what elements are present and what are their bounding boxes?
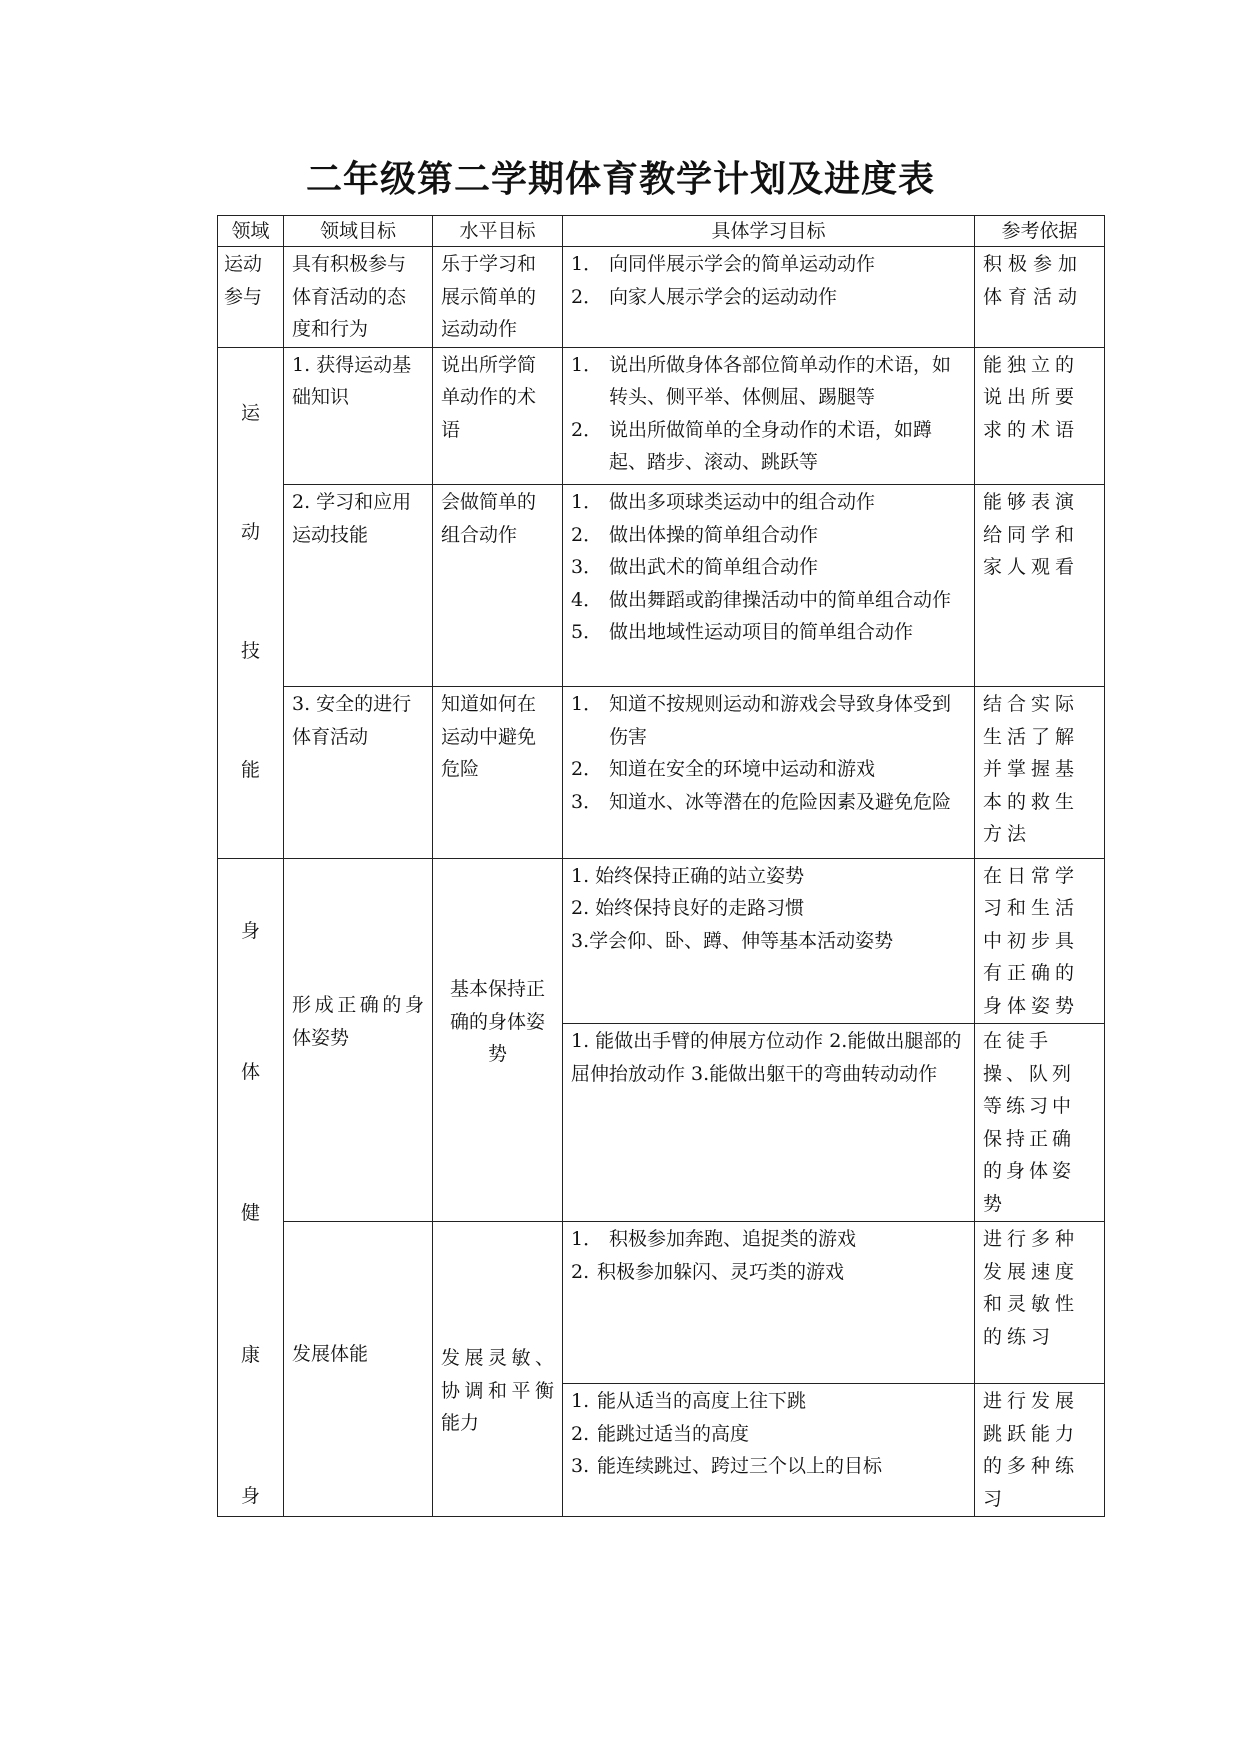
- skills-goal-2: 2. 学习和应用运动技能: [284, 485, 433, 687]
- header-domain: 领域: [218, 216, 284, 247]
- list-item: 2. 积极参加躲闪、灵巧类的游戏: [571, 1260, 845, 1283]
- page-title: 二年级第二学期体育教学计划及进度表: [305, 159, 935, 200]
- list-item: 5． 做出地域性运动项目的简单组合动作: [571, 621, 914, 644]
- skills-basis-3: 结合实际生活了解并掌握基本的救生方法: [975, 687, 1105, 858]
- posture-items-2: 1. 能做出手臂的伸展方位动作 2.能做出腿部的屈伸抬放动作 3.能做出躯干的弯曲转动动作: [563, 1024, 975, 1222]
- skills-row-2: [218, 485, 1105, 687]
- skills-basis-2: 能够表演给同学和家人观看: [975, 485, 1105, 687]
- skills-level-1: 说出所学简单动作的术语: [433, 347, 563, 485]
- posture-basis-1: 在日常学习和生活中初步具有正确的身体姿势: [975, 858, 1105, 1024]
- list-item: 2． 向家人展示学会的运动动作: [571, 285, 838, 308]
- skills-basis-1: 能独立的说出所要求的术语: [975, 347, 1105, 485]
- list-item: 2． 做出体操的简单组合动作: [571, 523, 819, 546]
- posture-items-1: [563, 858, 975, 1024]
- list-item: 3． 知道水、冰等潜在的危险因素及避免危险: [571, 790, 952, 813]
- participation-row: [218, 247, 1105, 348]
- participation-items: [563, 247, 975, 348]
- list-item: 3. 能连续跳过、跨过三个以上的目标: [571, 1455, 883, 1477]
- skills-row-3: [218, 687, 1105, 858]
- participation-level: 乐于学习和展示简单的运动动作: [433, 247, 563, 348]
- health-row-1: [218, 858, 1105, 1024]
- header-learning-goal: 具体学习目标: [563, 216, 975, 247]
- posture-level: 基本保持正确的身体姿势: [433, 858, 563, 1222]
- participation-domain: 运动参与: [218, 247, 284, 348]
- skills-level-2: 会做简单的组合动作: [433, 485, 563, 687]
- list-item: 1． 知道不按规则运动和游戏会导致身体受到伤害: [571, 693, 952, 748]
- skills-goal-1: 1. 获得运动基础知识: [284, 347, 433, 485]
- list-item: 1. 能从适当的高度上往下跳: [571, 1390, 807, 1412]
- list-item: 1． 说出所做身体各部位简单动作的术语，如转头、侧平举、体侧屈、踢腿等: [571, 353, 952, 408]
- list-item: 1． 向同伴展示学会的简单运动动作: [571, 253, 876, 275]
- fitness-basis-1: 进行多种发展速度和灵敏性的练习: [975, 1222, 1105, 1384]
- participation-basis: 积极参加体育活动: [975, 247, 1105, 348]
- list-item: 1． 积极参加奔跑、追捉类的游戏: [571, 1228, 857, 1250]
- teaching-plan-table: [217, 215, 1105, 1517]
- fitness-goal: 发展体能: [284, 1222, 433, 1517]
- skills-row-1: [218, 347, 1105, 485]
- header-domain-goal: 领域目标: [284, 216, 433, 247]
- skills-goal-3: 3. 安全的进行体育活动: [284, 687, 433, 858]
- fitness-level: 发展灵敏、协调和平衡能力: [433, 1222, 563, 1517]
- header-row: [218, 216, 1105, 247]
- header-basis: 参考依据: [975, 216, 1105, 247]
- list-item: 4． 做出舞蹈或韵律操活动中的简单组合动作: [571, 588, 952, 611]
- header-level-goal: 水平目标: [433, 216, 563, 247]
- list-item: 1. 始终保持正确的站立姿势: [571, 864, 805, 887]
- skills-items-1: [563, 347, 975, 485]
- skills-domain: 运 动 技 能: [218, 347, 284, 858]
- list-item: 2. 能跳过适当的高度: [571, 1422, 750, 1445]
- list-item: 2． 知道在安全的环境中运动和游戏: [571, 758, 876, 781]
- list-item: 2． 说出所做简单的全身动作的术语，如蹲起、踏步、滚动、跳跃等: [571, 418, 933, 473]
- skills-level-3: 知道如何在运动中避免危险: [433, 687, 563, 858]
- list-item: 2. 始终保持良好的走路习惯: [571, 897, 805, 919]
- list-item: 1． 做出多项球类运动中的组合动作: [571, 491, 876, 514]
- fitness-items-2: [563, 1384, 975, 1517]
- list-item: 3． 做出武术的简单组合动作: [571, 556, 819, 579]
- fitness-basis-2: 进行发展跳跃能力的多种练习: [975, 1384, 1105, 1517]
- list-item: 3.学会仰、卧、蹲、伸等基本活动姿势: [571, 929, 894, 952]
- fitness-items-1: [563, 1222, 975, 1384]
- skills-items-2: [563, 485, 975, 687]
- participation-goal: 具有积极参与体育活动的态度和行为: [284, 247, 433, 348]
- health-domain: 身 体 健 康 身: [218, 858, 284, 1517]
- posture-goal: 形成正确的身体姿势: [284, 858, 433, 1222]
- skills-items-3: [563, 687, 975, 858]
- posture-basis-2: 在徒手操、队列等练习中保持正确的身体姿势: [975, 1024, 1105, 1222]
- health-row-3: [218, 1222, 1105, 1384]
